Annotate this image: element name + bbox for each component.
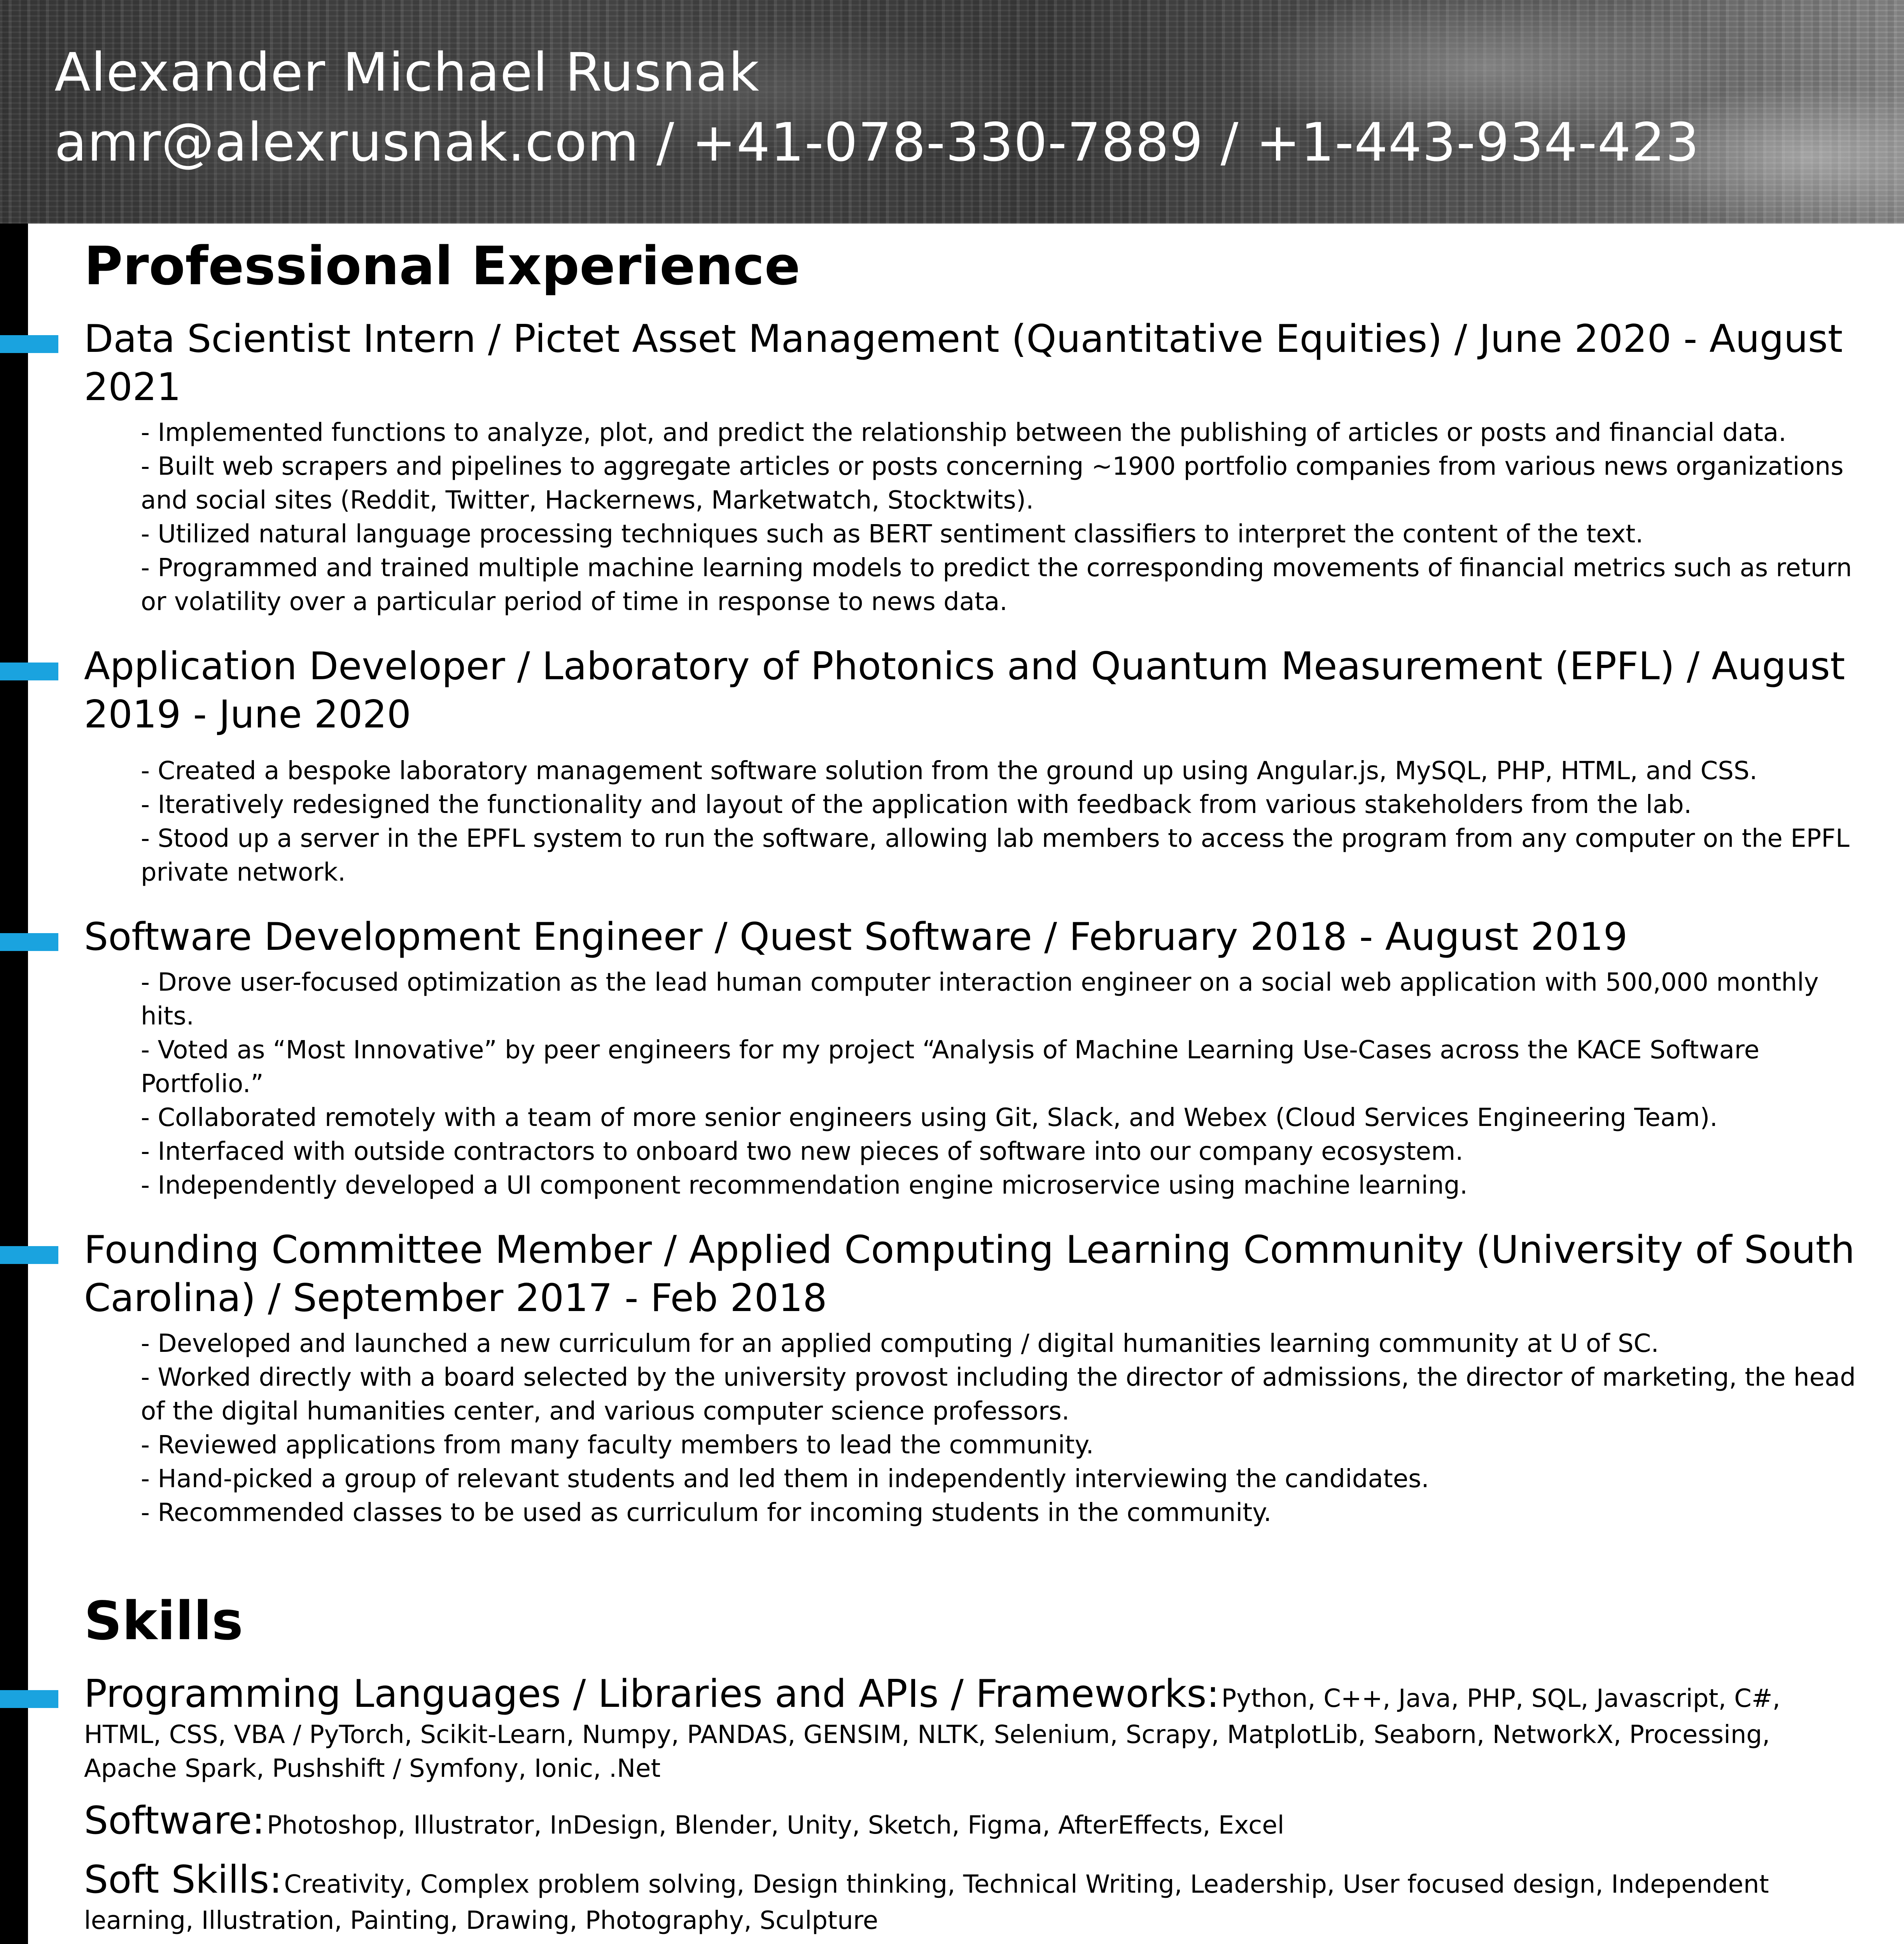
item-marker <box>0 933 58 951</box>
skill-label: Soft Skills: <box>84 1858 282 1902</box>
experience-heading: Software Development Engineer / Quest Software / February 2018 - August 2019 <box>84 915 1628 959</box>
experience-item <box>84 913 1865 1203</box>
bullet: - Recommended classes to be used as curriculum for incoming students in the community. <box>141 1498 1272 1527</box>
bullet: - Independently developed a UI component recommendation engine microservice using machine learning. <box>141 1171 1468 1200</box>
resume-content <box>84 233 1865 1944</box>
bullet: - Drove user-focused optimization as the lead human computer interaction engineer on a social web application with 500,000 monthly hits. <box>141 968 1819 1031</box>
bullet: - Voted as “Most Innovative” by peer engineers for my project “Analysis of Machine Learning Use-Cases across the KACE Software Portfolio.” <box>141 1036 1760 1098</box>
experience-bullets <box>141 754 1865 890</box>
experience-bullets <box>141 416 1865 619</box>
skill-label: Software: <box>84 1799 265 1843</box>
skill-item <box>84 1670 1865 1786</box>
header-name: Alexander Michael Rusnak <box>54 42 760 103</box>
bullet: - Iteratively redesigned the functionality and layout of the application with feedback from various stakeholders from the lab. <box>141 790 1692 819</box>
experience-item <box>84 1226 1865 1530</box>
header-banner <box>0 0 1904 224</box>
experience-item <box>84 315 1865 619</box>
experience-bullets <box>141 1327 1865 1530</box>
bullet: - Built web scrapers and pipelines to aggregate articles or posts concerning ~1900 portfolio companies from various news organizations and social sites (Reddit, Twitter, Hackernews, Marketwatch, Stocktwits). <box>141 452 1844 515</box>
skill-item <box>84 1797 1865 1845</box>
bullet: - Reviewed applications from many faculty members to lead the community. <box>141 1431 1094 1460</box>
skill-text: Python, C++, Java, PHP, SQL, Javascript, C#, HTML, CSS, VBA / PyTorch, Scikit-Learn, Numpy, PANDAS, GENSIM, NLTK, Selenium, Scrapy, MatplotLib, Seaborn, NetworkX, Processing, Apache Spark, Pushshift / Symfony, Ionic, .Net <box>84 1684 1780 1783</box>
experience-heading: Founding Committee Member / Applied Computing Learning Community (University of South Carolina) / September 2017 - Feb 2018 <box>84 1228 1855 1320</box>
section-title-skills: Skills <box>84 1591 243 1652</box>
experience-heading: Application Developer / Laboratory of Photonics and Quantum Measurement (EPFL) / August 2019 - June 2020 <box>84 644 1845 737</box>
bullet: - Stood up a server in the EPFL system to run the software, allowing lab members to access the program from any computer on the EPFL private network. <box>141 824 1850 887</box>
experience-bullets <box>141 966 1865 1203</box>
header-contact: amr@alexrusnak.com / +41-078-330-7889 / +1-443-934-423 <box>54 112 1700 173</box>
skill-text: Creativity, Complex problem solving, Design thinking, Technical Writing, Leadership, User focused design, Independent learning, Illustration, Painting, Drawing, Photography, Sculpture <box>84 1870 1769 1935</box>
bullet: - Utilized natural language processing techniques such as BERT sentiment classifiers to interpret the content of the text. <box>141 520 1643 549</box>
bullet: - Created a bespoke laboratory management software solution from the ground up using Angular.js, MySQL, PHP, HTML, and CSS. <box>141 757 1757 785</box>
bullet: - Developed and launched a new curriculum for an applied computing / digital humanities learning community at U of SC. <box>141 1329 1659 1358</box>
bullet: - Programmed and trained multiple machine learning models to predict the corresponding movements of financial metrics such as return or volatility over a particular period of time in response to news data. <box>141 554 1852 616</box>
bullet: - Interfaced with outside contractors to onboard two new pieces of software into our company ecosystem. <box>141 1137 1463 1166</box>
bullet: - Hand-picked a group of relevant students and led them in independently interviewing the candidates. <box>141 1465 1429 1493</box>
item-marker <box>0 1246 58 1264</box>
skill-item <box>84 1856 1865 1938</box>
skill-text: Photoshop, Illustrator, InDesign, Blender, Unity, Sketch, Figma, AfterEffects, Excel <box>267 1811 1284 1840</box>
item-marker <box>0 1690 58 1708</box>
bullet: - Implemented functions to analyze, plot, and predict the relationship between the publishing of articles or posts and financial data. <box>141 418 1787 447</box>
bullet: - Collaborated remotely with a team of more senior engineers using Git, Slack, and Webex (Cloud Services Engineering Team). <box>141 1103 1718 1132</box>
section-title-experience: Professional Experience <box>84 236 800 297</box>
experience-heading: Data Scientist Intern / Pictet Asset Management (Quantitative Equities) / June 2020 - August 2021 <box>84 317 1843 409</box>
skill-label: Programming Languages / Libraries and APIs / Frameworks: <box>84 1672 1220 1716</box>
left-spine-bar <box>0 0 28 1944</box>
experience-item <box>84 642 1865 890</box>
bullet: - Worked directly with a board selected by the university provost including the director of admissions, the director of marketing, the head of the digital humanities center, and various computer science professors. <box>141 1363 1856 1426</box>
item-marker <box>0 335 58 353</box>
item-marker <box>0 663 58 680</box>
